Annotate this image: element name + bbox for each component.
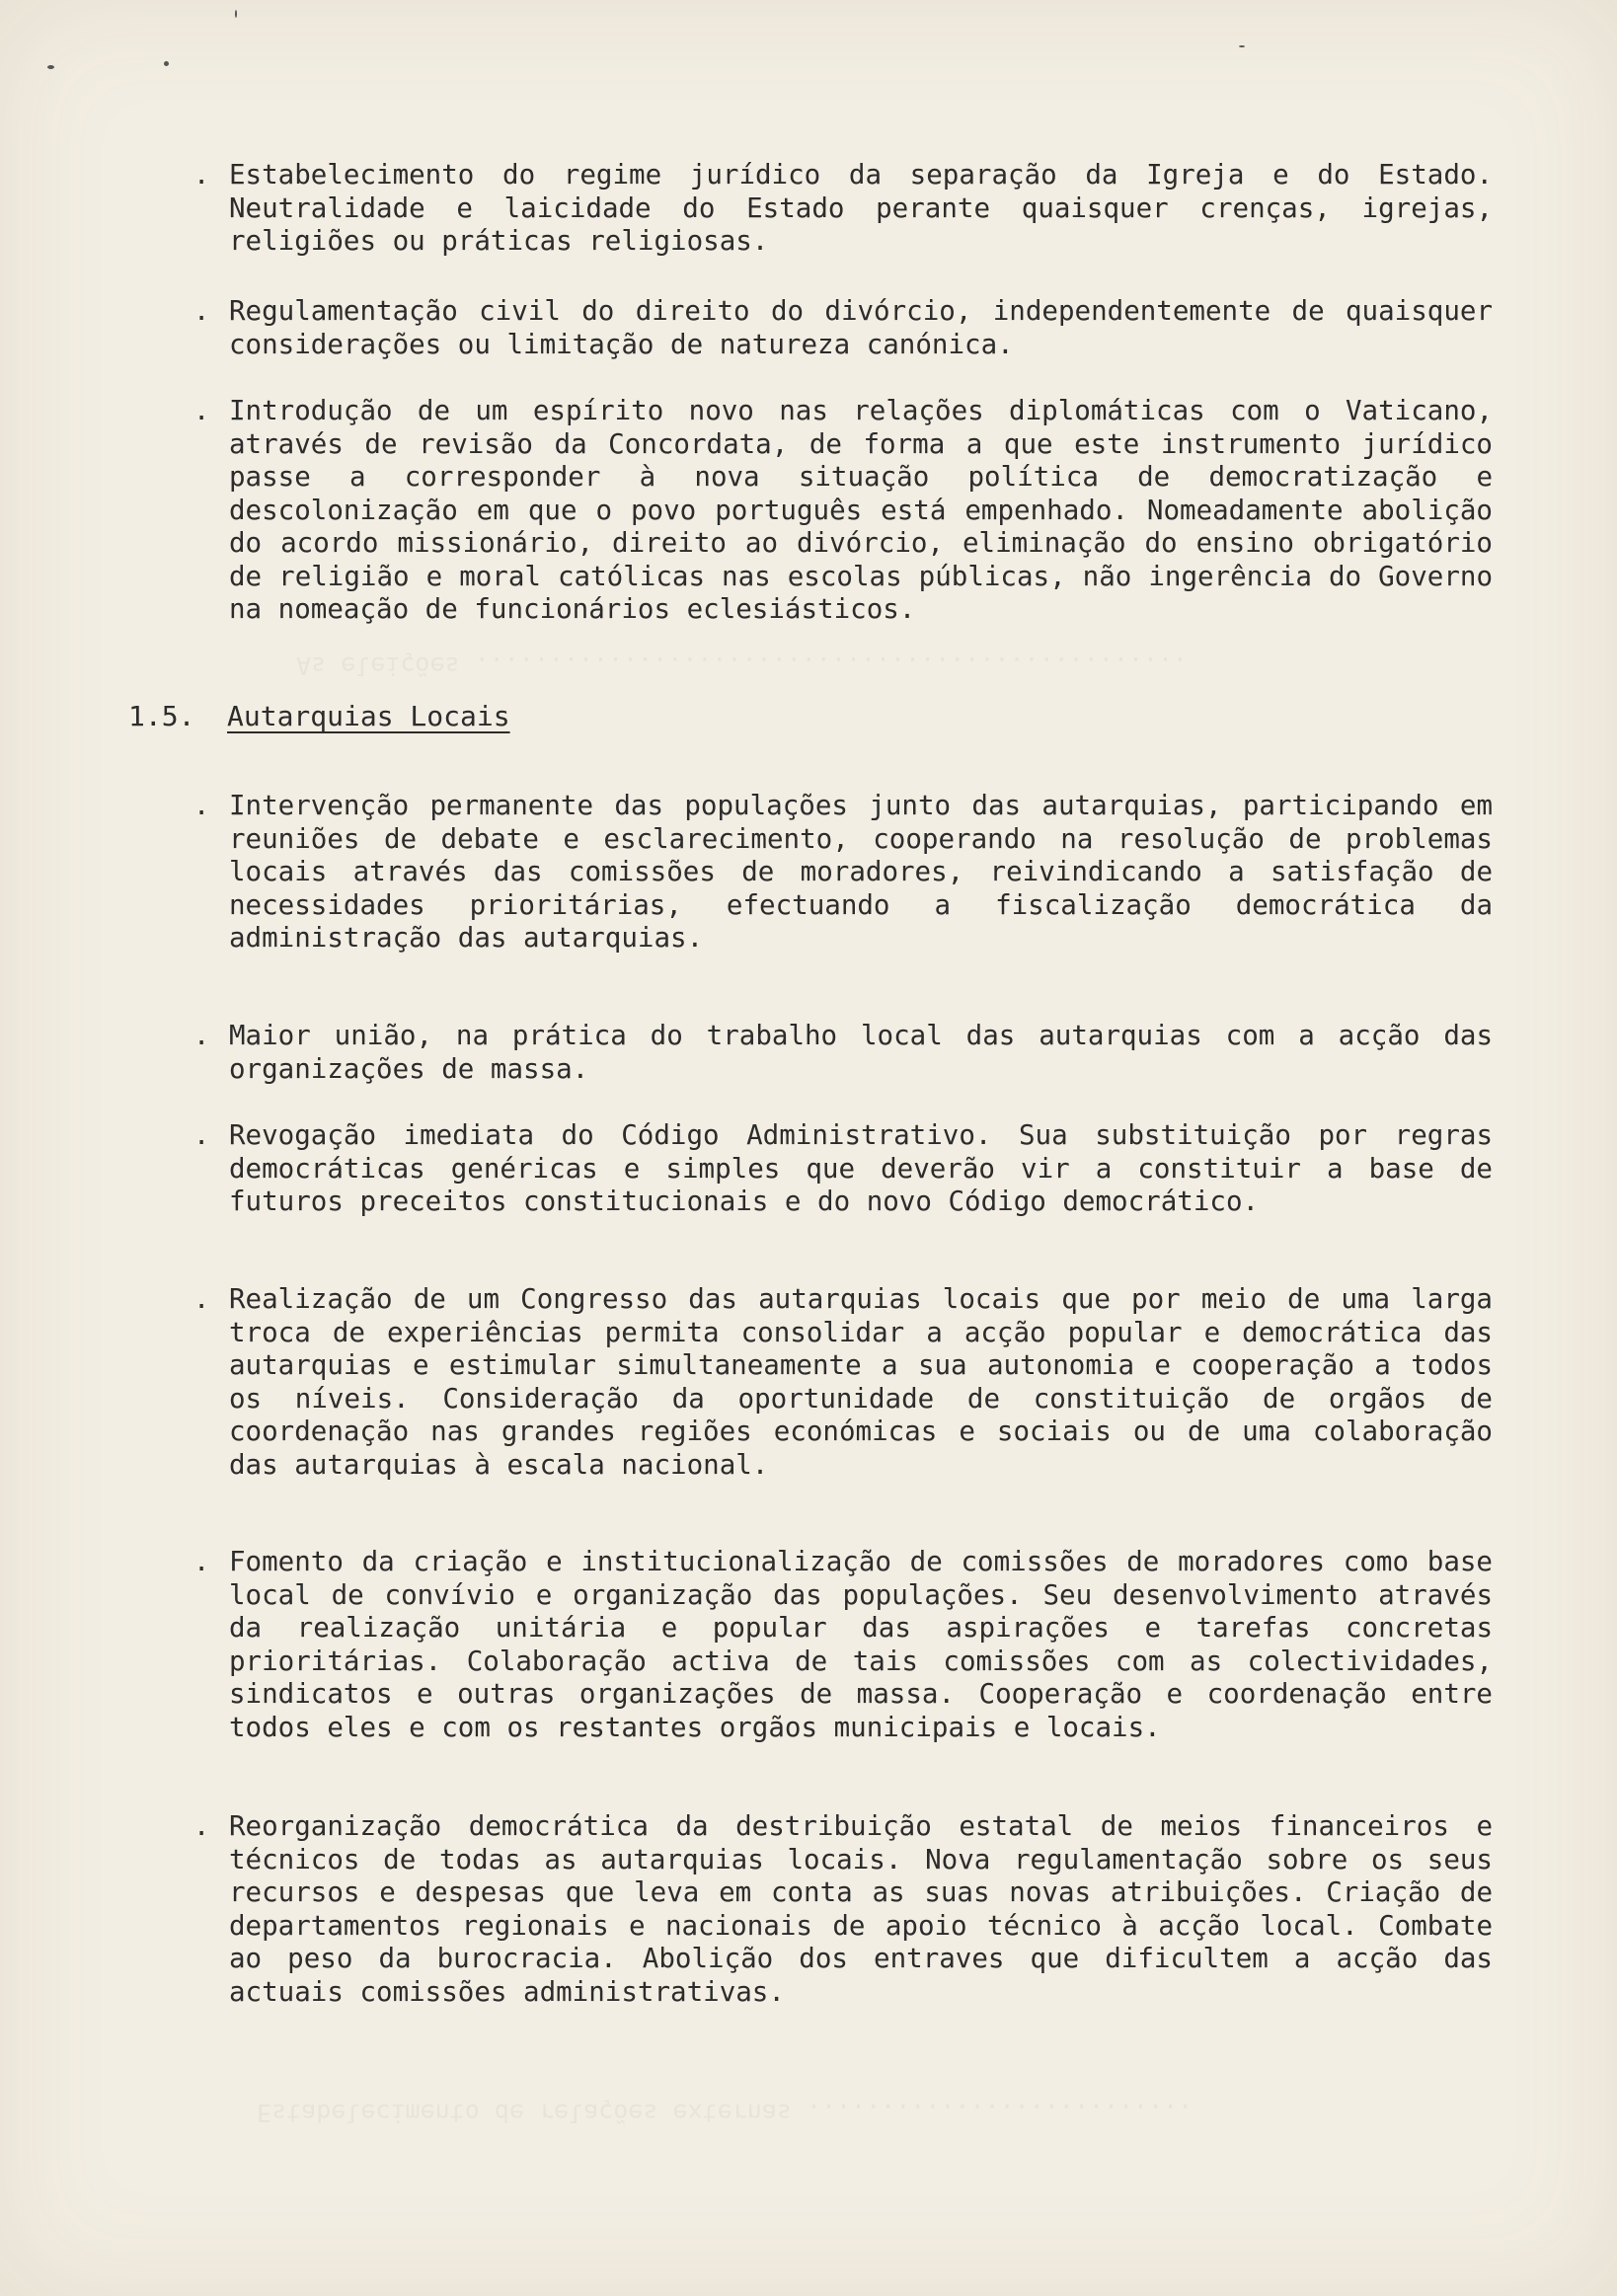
bullet-marker: . <box>193 1120 210 1151</box>
list-item-text: Estabelecimento do regime jurídico da separação da Igreja e do Estado. Neutralidade e laicidade do Estado perante quaisquer crenças, igrejas, religiões ou práticas religiosas. <box>229 159 1493 257</box>
list-item-text: Regulamentação civil do direito do divórcio, independentemente de quaisquer considerações ou limitação de natureza canónica. <box>229 295 1493 360</box>
bullet-marker: . <box>193 1021 210 1051</box>
list-item <box>193 1546 1493 1744</box>
list-item-text: Introdução de um espírito novo nas relações diplomáticas com o Vaticano, através de revisão da Concordata, de forma a que este instrumento jurídico passe a corresponder à nova situação política de democratização e descolonização em que o povo português está empenhado. Nomeadamente abolição do acordo missionário, direito ao divórcio, eliminação do ensino obrigatório de religião e moral católicas nas escolas públicas, não ingerência do Governo na nomeação de funcionários eclesiásticos. <box>229 395 1493 625</box>
list-item <box>193 295 1493 361</box>
section-title: Autarquias Locais <box>227 700 510 732</box>
bullet-marker: . <box>193 1811 210 1842</box>
paper-speck <box>235 10 237 18</box>
section-heading <box>128 700 510 733</box>
paper-speck <box>164 61 169 66</box>
list-item <box>193 395 1493 627</box>
show-through: Estabelecimento de relações externas .......................... <box>257 2099 1194 2127</box>
show-through: As eleições ................................................ <box>296 651 1189 680</box>
list-item-text: Reorganização democrática da destribuição estatal de meios financeiros e técnicos de todas as autarquias locais. Nova regulamentação sobre os seus recursos e despesas que leva em conta as suas novas atribuições. Criação de departamentos regionais e nacionais de apoio técnico à acção local. Combate ao peso da burocracia. Abolição dos entraves que dificultem a acção das actuais comissões administrativas. <box>229 1810 1493 2008</box>
list-item <box>193 1283 1493 1482</box>
list-item-text: Intervenção permanente das populações junto das autarquias, participando em reuniões de debate e esclarecimento, cooperando na resolução de problemas locais através das comissões de moradores, reivindicando a satisfação de necessidades prioritárias, efectuando a fiscalização democrática da administração das autarquias. <box>229 790 1493 954</box>
bullet-marker: . <box>193 296 210 327</box>
bullet-marker: . <box>193 1547 210 1577</box>
list-item-text: Realização de um Congresso das autarquias locais que por meio de uma larga troca de experiências permita consolidar a acção popular e democrática das autarquias e estimular simultaneamente a sua autonomia e cooperação a todos os níveis. Consideração da oportunidade de constituição de orgãos de coordenação nas grandes regiões económicas e sociais ou de uma colaboração das autarquias à escala nacional. <box>229 1283 1493 1481</box>
list-item <box>193 1119 1493 1219</box>
paper-speck <box>47 65 54 69</box>
bullet-marker: . <box>193 1284 210 1315</box>
list-item-text: Revogação imediata do Código Administrativo. Sua substituição por regras democráticas genéricas e simples que deverão vir a constituir a base de futuros preceitos constitucionais e do novo Código democrático. <box>229 1119 1493 1217</box>
list-item-text: Fomento da criação e institucionalização de comissões de moradores como base local de convívio e organização das populações. Seu desenvolvimento através da realização unitária e popular das aspirações e tarefas concretas prioritárias. Colaboração activa de tais comissões com as colectividades, sindicatos e outras organizações de massa. Cooperação e coordenação entre todos eles e com os restantes orgãos municipais e locais. <box>229 1546 1493 1743</box>
bullet-marker: . <box>193 160 210 191</box>
bullet-marker: . <box>193 791 210 821</box>
list-item-text: Maior união, na prática do trabalho local das autarquias com a acção das organizações de massa. <box>229 1020 1493 1085</box>
section-number: 1.5. <box>128 700 195 732</box>
paper-speck <box>1239 45 1245 47</box>
list-item <box>193 1810 1493 2009</box>
bullet-marker: . <box>193 396 210 426</box>
list-item <box>193 1020 1493 1086</box>
list-item <box>193 790 1493 956</box>
list-item <box>193 159 1493 259</box>
